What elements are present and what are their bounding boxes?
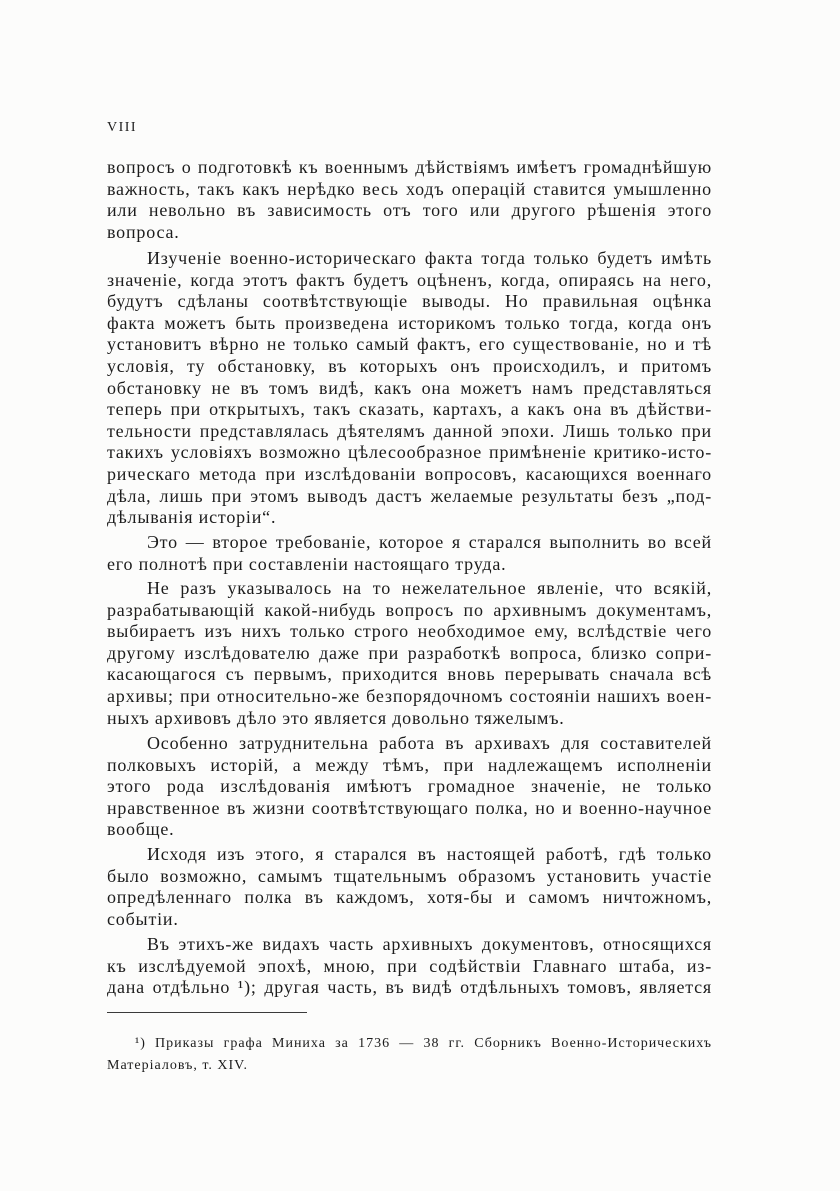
text-line: будутъ сдѣланы соотвѣтствующіе выводы. Но правильная оцѣнка	[107, 291, 712, 312]
text-line: Исходя изъ этого, я старался въ настоящей работѣ, гдѣ только	[147, 844, 712, 864]
text-line: обстановку не въ томъ видѣ, какъ она можетъ намъ представляться	[107, 377, 712, 398]
text-line: важность, такъ какъ нерѣдко весь ходъ операцій ставится умышленно	[107, 178, 712, 199]
text-line: значеніе, когда этотъ фактъ будетъ оцѣненъ, когда, опираясь на него,	[107, 269, 712, 290]
paragraph	[107, 733, 712, 841]
text-line: другому изслѣдователю даже при разработкѣ вопроса, близко сопри-	[107, 642, 712, 663]
text-line: условія, ту обстановку, въ которыхъ онъ происходилъ, и притомъ	[107, 355, 712, 376]
footnote	[107, 1033, 712, 1077]
paragraph	[107, 157, 712, 243]
text-line: этого рода изслѣдованія имѣютъ громадное значеніе, не только	[107, 776, 712, 797]
paragraph	[107, 844, 712, 930]
text-line: архивы; при относительно-же безпорядочномъ состояніи нашихъ воен-	[107, 685, 712, 706]
text-line: выбираетъ изъ нихъ только строго необходимое ему, вслѣдствіе чего	[107, 621, 712, 642]
paragraph	[107, 578, 712, 729]
text-line: Это — второе требованіе, которое я старался выполнить во всей	[147, 532, 712, 552]
text-line: или невольно въ зависимость отъ того или другого рѣшенія этого	[107, 200, 712, 221]
text-line: ныхъ архивовъ дѣло это является довольно тяжелымъ.	[107, 707, 565, 728]
footnote-rule	[107, 1012, 307, 1013]
footnote-line: Матеріаловъ, т. XIV.	[107, 1058, 248, 1073]
text-line: Въ этихъ-же видахъ часть архивныхъ документовъ, относящихся	[147, 934, 712, 954]
paragraph	[107, 248, 712, 529]
text-line: вопроса.	[107, 221, 180, 242]
text-line: тельности представлялась дѣятелямъ данной эпохи. Лишь только при	[107, 420, 712, 441]
text-line: установитъ вѣрно не только самый фактъ, его существованіе, но и тѣ	[107, 334, 712, 355]
text-line: было возможно, самымъ тщательнымъ образомъ установить участіе	[107, 865, 712, 886]
text-line: полковыхъ исторій, а между тѣмъ, при надлежащемъ исполненіи	[107, 754, 712, 775]
text-line: дѣла, лишь при этомъ выводъ дастъ желаемые результаты безъ „под-	[107, 485, 712, 506]
text-line: нравственное въ жизни соотвѣтствующаго полка, но и военно-научное	[107, 797, 712, 818]
paragraph	[107, 934, 712, 999]
footnote-line: ¹) Приказы графа Миниха за 1736 — 38 гг. Сборникъ Военно-Историческихъ	[135, 1036, 712, 1051]
paragraph	[107, 532, 712, 575]
text-line: вообще.	[107, 819, 175, 840]
text-line: факта можетъ быть произведена историкомъ только тогда, когда онъ	[107, 312, 712, 333]
text-line: опредѣленнаго полка въ каждомъ, хотя-бы и самомъ ничтожномъ,	[107, 887, 712, 908]
text-line: рическаго метода при изслѣдованіи вопросовъ, касающихся военнаго	[107, 463, 712, 484]
text-line: его полнотѣ при составленіи настоящаго труда.	[107, 553, 507, 574]
text-line: дана отдѣльно ¹); другая часть, въ видѣ отдѣльныхъ томовъ, является	[107, 977, 712, 998]
text-line: касающагося съ первымъ, приходится вновь перерывать сначала всѣ	[107, 664, 712, 685]
text-line: дѣлыванія исторіи“.	[107, 507, 277, 528]
text-line: Изученіе военно-историческаго факта тогда только будетъ имѣть	[147, 248, 712, 268]
text-line: такихъ условіяхъ возможно цѣлесообразное примѣненіе критико-исто-	[107, 442, 712, 463]
text-line: разрабатывающій какой-нибудь вопросъ по архивнымъ документамъ,	[107, 599, 712, 620]
text-line: Не разъ указывалось на то нежелательное явленіе, что всякій,	[147, 578, 712, 598]
page-number: VIII	[107, 120, 138, 135]
text-line: Особенно затруднительна работа въ архивахъ для составителей	[147, 733, 712, 753]
text-line: вопросъ о подготовкѣ къ военнымъ дѣйствіямъ имѣетъ громаднѣйшую	[107, 157, 712, 177]
text-line: теперь при открытыхъ, такъ сказать, картахъ, а какъ она въ дѣйстви-	[107, 399, 712, 420]
text-line: событіи.	[107, 908, 179, 929]
text-line: къ изслѣдуемой эпохѣ, мною, при содѣйствіи Главнаго штаба, из-	[107, 955, 712, 976]
